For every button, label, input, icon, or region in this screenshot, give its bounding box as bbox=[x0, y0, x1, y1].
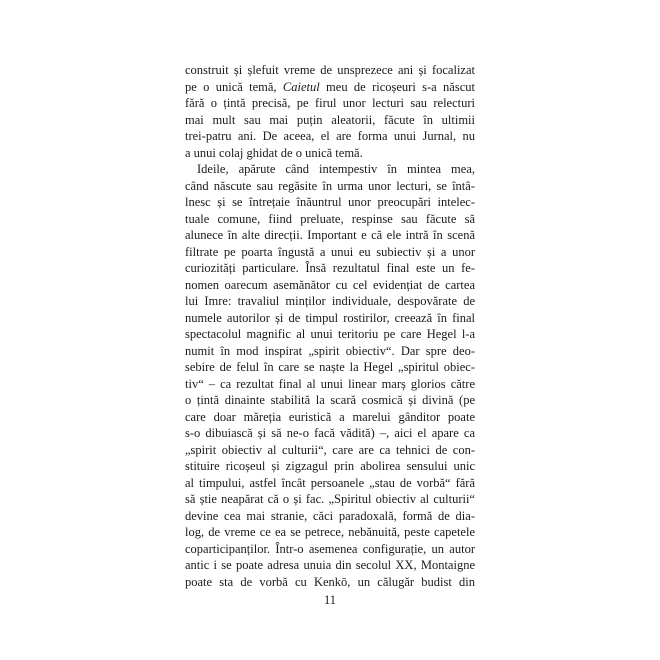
paragraph bbox=[185, 161, 475, 590]
text-line: mai mult sau mai puțin aleatorii, făcute în ultimii bbox=[185, 112, 475, 127]
text-line: devine cea mai stranie, căci paradoxală, formă de dia- bbox=[185, 508, 475, 523]
text-line: numit în mod inspirat „spirit obiectiv“. Dar spre deo- bbox=[185, 343, 475, 358]
text-line: poate sta de vorbă cu Kenkō, un călugăr budist din bbox=[185, 574, 475, 589]
text-line: fără o țintă precisă, pe firul unor lecturi sau relecturi bbox=[185, 96, 475, 110]
text-line: alunece în alte direcții. Important e că ele intră în scenă bbox=[185, 228, 475, 242]
text-line: s-o dibuiască și să ne-o facă vădită) –, aici el apare ca bbox=[185, 426, 475, 440]
text-line: construit și șlefuit vreme de unsprezece ani și focalizat bbox=[185, 63, 475, 77]
text-line: „spirit obiectiv al culturii“, care are ca tehnici de con- bbox=[185, 442, 475, 457]
text-line: trei-patru ani. De aceea, el are forma unui Jurnal, nu bbox=[185, 129, 475, 143]
text-line: stituire ricoșeul și zigzagul prin abolirea sensului unic bbox=[185, 459, 475, 473]
text-line: să știe neapărat că o și fac. „Spiritul obiectiv al culturii“ bbox=[185, 492, 475, 506]
page-number: 11 bbox=[323, 593, 337, 607]
text-line: tiv“ – ca rezultat final al unui linear marș glorios către bbox=[185, 376, 475, 391]
text-line: antic i se poate adresa unuia din secolul XX, Montaigne bbox=[185, 558, 475, 572]
text-line: lnesc și se întrețaie înăuntrul unor preocupări intelec- bbox=[185, 195, 475, 209]
text-line: lui Imre: travaliul minților individuale, despovărate de bbox=[185, 294, 475, 308]
text-line: pe o unică temă, Caietul meu de ricoșeuri s-a născut bbox=[185, 79, 475, 94]
text-line: tuale comune, fiind preluate, respinse sau făcute să bbox=[185, 211, 475, 226]
text-line: al timpului, astfel încât persoanele „stau de vorbă“ fără bbox=[185, 475, 475, 490]
text-line: când născute sau regăsite în urma unor lecturi, se întâ- bbox=[185, 178, 475, 193]
text-line: log, de vreme ce ea se petrece, nebănuită, peste capetele bbox=[185, 525, 475, 539]
text-line: numele autorilor și de timpul rostirilor, creează în final bbox=[185, 310, 475, 325]
text-line: filtrate pe poarta îngustă a unui eu subiectiv și a unor bbox=[185, 244, 475, 259]
text-line: care doar măreția euristică a marelui gânditor poate bbox=[185, 409, 475, 424]
text-line: a unui colaj ghidat de o unică temă. bbox=[185, 145, 363, 160]
text-line: sebire de felul în care se naște la Hegel „spiritul obiec- bbox=[185, 360, 475, 374]
body-text bbox=[185, 62, 475, 590]
text-line: Ideile, apărute când intempestiv în mintea mea, bbox=[197, 162, 475, 176]
paragraph bbox=[185, 62, 475, 161]
text-line: o țintă dinainte stabilită la scară cosmică și divină (pe bbox=[185, 393, 475, 407]
text-line: coparticipanților. Într-o asemenea configurație, un autor bbox=[185, 541, 475, 556]
text-line: spectacolul magnific al unui teritoriu pe care Hegel l-a bbox=[185, 327, 475, 341]
text-line: nomen oarecum asemănător cu cel evidențiat de cartea bbox=[185, 277, 475, 292]
text-line: curiozități particulare. Însă rezultatul final este un fe- bbox=[185, 261, 475, 275]
